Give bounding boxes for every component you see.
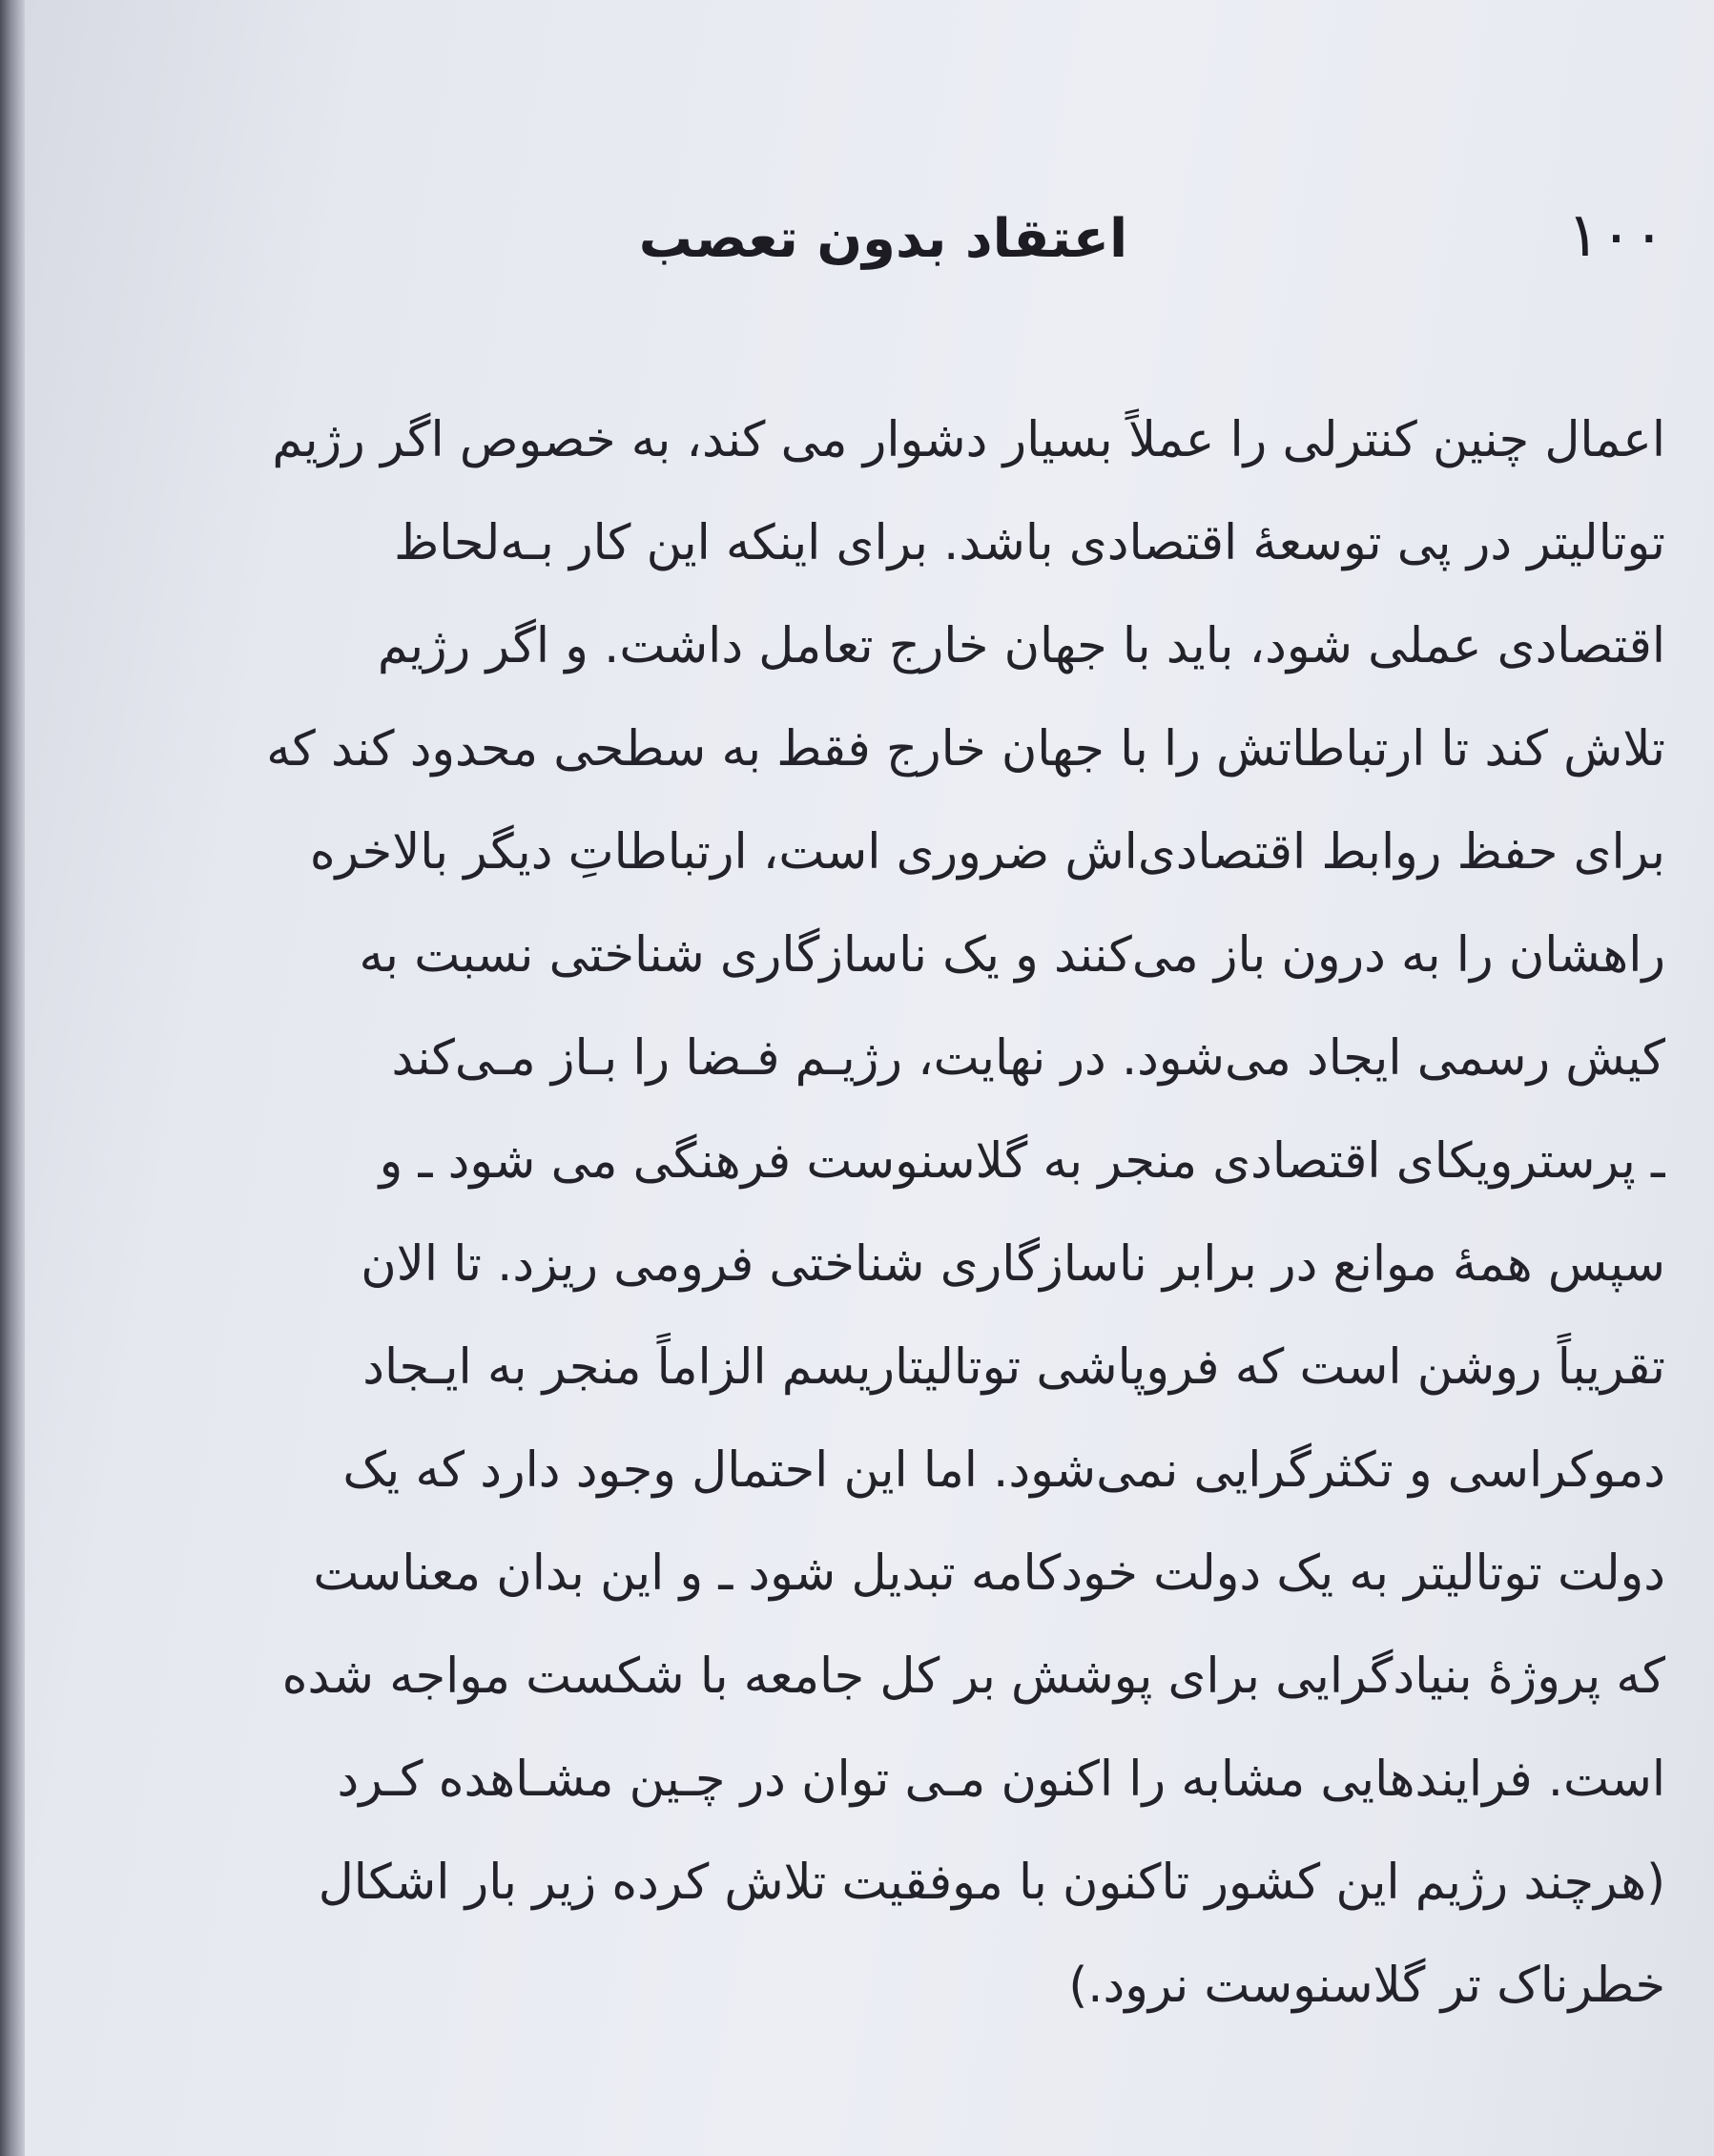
text-line: اقتصادی عملی شود، باید با جهان خارج تعامل داشت. و اگر رژیم xyxy=(377,618,1665,674)
book-binding-edge xyxy=(0,0,25,2156)
text-line: است. فرایندهایی مشابه را اکنون مـی توان در چـین مشـاهده کـرد xyxy=(337,1752,1665,1808)
text-line: سپس همهٔ موانع در برابر ناسازگاری شناختی فرومی ریزد. تا الان xyxy=(361,1236,1665,1293)
page-sheet xyxy=(25,0,1714,2156)
running-header xyxy=(101,191,1665,296)
text-line: اعمال چنین کنترلی را عملاً بسیار دشوار می کند، به خصوص اگر رژیم xyxy=(272,412,1665,468)
text-line: خطرناک تر گلاسنوست نرود.) xyxy=(1068,1958,1665,2014)
text-line: دموکراسی و تکثرگرایی نمی‌شود. اما این احتمال وجود دارد که یک xyxy=(342,1442,1665,1499)
body-text xyxy=(101,389,1665,2038)
text-line: برای حفظ روابط اقتصادی‌اش ضروری است، ارتباطاتِ دیگر بالاخره xyxy=(309,824,1665,881)
text-line: ـ پرسترویکای اقتصادی منجر به گلاسنوست فرهنگی می شود ـ و xyxy=(379,1133,1665,1190)
text-line: کیش رسمی ایجاد می‌شود. در نهایت، رژیـم فـضا را بـاز مـی‌کند xyxy=(391,1030,1665,1087)
text-line: دولت توتالیتر به یک دولت خودکامه تبدیل شود ـ و این بدان معناست xyxy=(313,1545,1665,1602)
running-title: اعتقاد بدون تعصب xyxy=(638,208,1128,270)
text-line: توتالیتر در پی توسعهٔ اقتصادی باشد. برای اینکه این کار بـه‌لحاظ xyxy=(394,515,1665,571)
text-line: تلاش کند تا ارتباطاتش را با جهان خارج فقط به سطحی محدود کند که xyxy=(266,721,1665,777)
page-number: ۱۰۰ xyxy=(1566,200,1665,271)
text-line: تقریباً روشن است که فروپاشی توتالیتاریسم الزاماً منجر به ایـجاد xyxy=(362,1339,1665,1396)
text-line: (هرچند رژیم این کشور تاکنون با موفقیت تلاش کرده زیر بار اشکال xyxy=(318,1855,1665,1911)
text-line: راهشان را به درون باز می‌کنند و یک ناسازگاری شناختی نسبت به xyxy=(359,927,1665,984)
text-line: که پروژهٔ بنیادگرایی برای پوشش بر کل جامعه با شکست مواجه شده xyxy=(281,1648,1665,1705)
